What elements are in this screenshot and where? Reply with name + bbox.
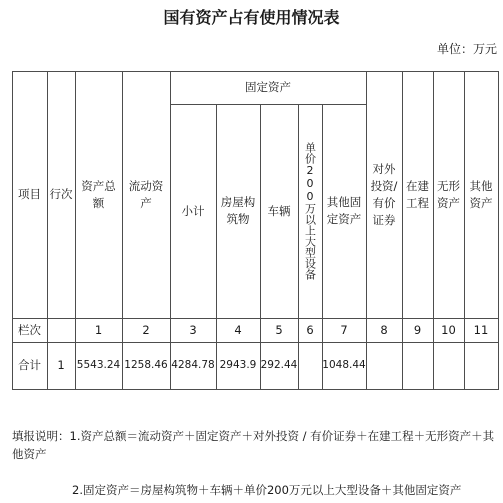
header-danjia bbox=[298, 104, 322, 318]
notes-line-2: 2.固定资产＝房屋构筑物＋车辆＋单价200万元以上大型设备＋其他固定资产 bbox=[72, 483, 462, 497]
header-qita-zichan-text: 其他资产 bbox=[469, 178, 493, 210]
heji-label: 合计 bbox=[18, 358, 41, 372]
header-xiangmu bbox=[12, 71, 47, 318]
unit-label: 单位：万元 bbox=[436, 42, 497, 56]
header-wuxing bbox=[433, 71, 464, 318]
lanci-cell: 1 bbox=[94, 322, 103, 337]
header-qita-guding bbox=[322, 104, 366, 318]
header-liudong bbox=[122, 71, 170, 318]
heji-cell bbox=[298, 342, 322, 389]
heji-cell: 5543.24 bbox=[76, 359, 121, 371]
heji-cell bbox=[464, 342, 498, 389]
header-qita-zichan bbox=[464, 71, 498, 318]
header-zichan-zonge-text: 资产总额 bbox=[81, 178, 116, 210]
header-hangci bbox=[47, 71, 75, 318]
col-line bbox=[498, 71, 499, 390]
lanci-cell: 11 bbox=[473, 322, 489, 337]
header-cheliang-text: 车辆 bbox=[267, 203, 291, 218]
header-xiangmu-text: 项目 bbox=[18, 187, 41, 201]
heji-cell: 1258.46 bbox=[124, 359, 168, 371]
header-zichan-zonge bbox=[75, 71, 122, 318]
header-guding-group bbox=[170, 71, 366, 104]
header-duiwai-text: 对外投资/有价证券 bbox=[370, 161, 398, 227]
header-danjia-text: 单价200万以上大型设备 bbox=[303, 142, 317, 280]
page-title: 国有资产占有使用情况表 bbox=[163, 8, 340, 27]
lanci-cell: 5 bbox=[275, 322, 283, 337]
heji-cell: 2943.9 bbox=[219, 359, 257, 371]
header-liudong-text: 流动资产 bbox=[128, 178, 164, 210]
header-qita-guding-text: 其他固定资产 bbox=[326, 195, 362, 226]
lanci-cell bbox=[47, 318, 75, 342]
notes-line-1: 填报说明：1.资产总额＝流动资产＋固定资产＋对外投资 / 有价证券＋在建工程＋无形资产＋其他资产 bbox=[12, 429, 495, 461]
header-fangwu bbox=[216, 104, 260, 318]
header-wuxing-text: 无形资产 bbox=[437, 178, 460, 210]
heji-cell: 292.44 bbox=[260, 359, 298, 371]
lanci-label: 栏次 bbox=[18, 322, 41, 337]
lanci-cell: 10 bbox=[441, 322, 456, 337]
header-xiaoji bbox=[170, 104, 216, 318]
header-guding-group-text: 固定资产 bbox=[245, 80, 291, 94]
heji-cell bbox=[366, 342, 402, 389]
lanci-cell: 7 bbox=[340, 322, 348, 337]
header-fangwu-text: 房屋构筑物 bbox=[220, 195, 256, 226]
header-hangci-text: 行次 bbox=[49, 187, 73, 201]
header-duiwai bbox=[366, 71, 402, 318]
heji-bottom-line bbox=[12, 389, 498, 390]
header-xiaoji-text: 小计 bbox=[181, 203, 205, 218]
heji-cell bbox=[433, 342, 464, 389]
header-zaijian-text: 在建工程 bbox=[406, 178, 429, 210]
heji-cell: 1 bbox=[57, 358, 65, 372]
heji-cell: 4284.78 bbox=[171, 359, 215, 371]
header-cheliang bbox=[260, 104, 298, 318]
lanci-cell: 2 bbox=[142, 322, 150, 337]
lanci-cell: 4 bbox=[234, 322, 242, 337]
lanci-cell: 3 bbox=[189, 322, 197, 337]
lanci-cell: 9 bbox=[413, 322, 422, 337]
heji-cell bbox=[402, 342, 433, 389]
heji-cell: 1048.44 bbox=[322, 359, 366, 371]
lanci-cell: 6 bbox=[306, 322, 314, 337]
header-zaijian bbox=[402, 71, 433, 318]
lanci-cell: 8 bbox=[380, 322, 388, 337]
